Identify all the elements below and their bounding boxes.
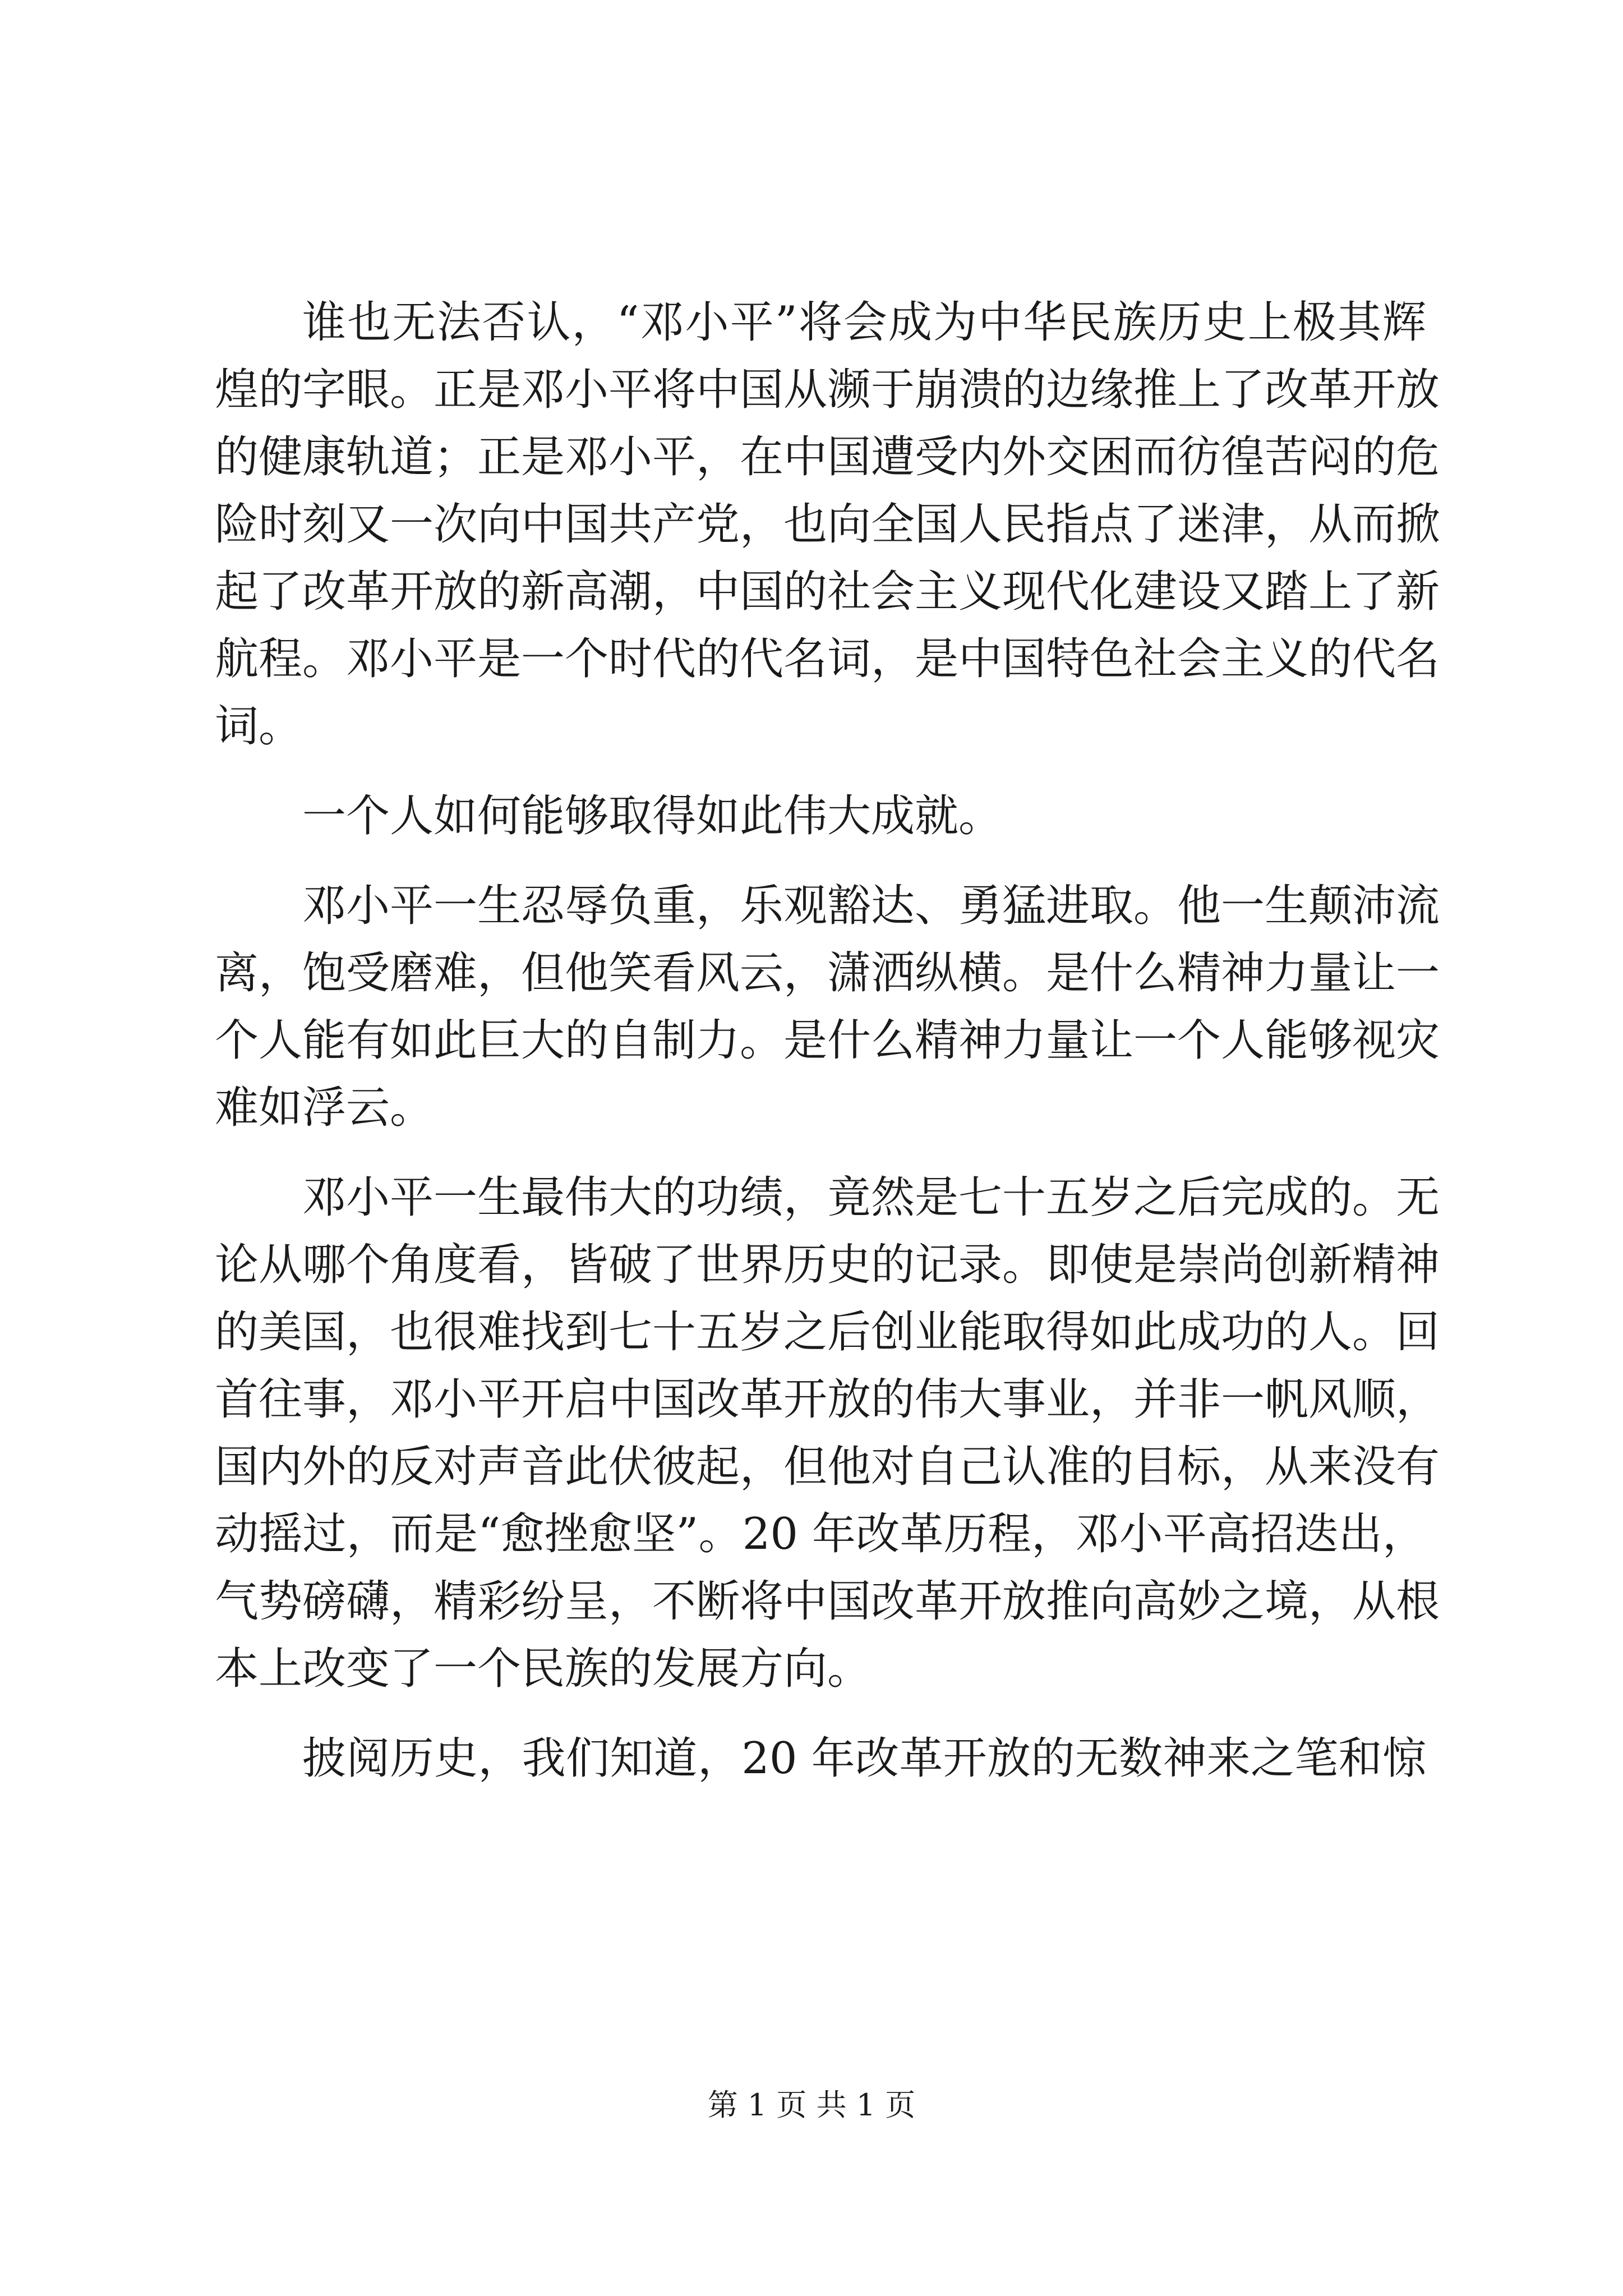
- page-footer: [0, 2081, 1623, 2124]
- text-line: 难如浮云。: [215, 1083, 434, 1133]
- text-line: 离，饱受磨难，但他笑看风云，潇洒纵横。是什么精神力量让一: [215, 948, 1440, 999]
- paragraph: [215, 1164, 1440, 1703]
- paragraph: [215, 1725, 1426, 1792]
- text-line: 词。: [215, 701, 303, 752]
- text-line: 邓小平一生忍辱负重，乐观豁达、勇猛进取。他一生颠沛流: [302, 881, 1440, 931]
- paragraph: [215, 783, 1426, 850]
- document-body: [215, 289, 1440, 1792]
- text-line: 个人能有如此巨大的自制力。是什么精神力量让一个人能够视灾: [215, 1015, 1440, 1066]
- text-line: 煌的字眼。正是邓小平将中国从濒于崩溃的边缘推上了改革开放: [215, 365, 1440, 415]
- text-line: 气势磅礴，精彩纷呈，不断将中国改革开放推向高妙之境，从根: [215, 1576, 1440, 1627]
- text-line: 一个人如何能够取得如此伟大成就。: [302, 791, 1003, 841]
- text-line: 邓小平一生最伟大的功绩，竟然是七十五岁之后完成的。无: [302, 1172, 1440, 1223]
- text-line: 险时刻又一次向中国共产党，也向全国人民指点了迷津，从而掀: [215, 499, 1440, 550]
- text-line: 披阅历史，我们知道，20 年改革开放的无数神来之笔和惊: [302, 1733, 1426, 1784]
- text-line: 动摇过，而是“愈挫愈坚”。20 年改革历程，邓小平高招迭出，: [215, 1509, 1426, 1559]
- text-line: 首往事，邓小平开启中国改革开放的伟大事业，并非一帆风顺，: [215, 1374, 1440, 1425]
- text-line: 航程。邓小平是一个时代的代名词，是中国特色社会主义的代名: [215, 634, 1440, 684]
- text-line: 的健康轨道；正是邓小平，在中国遭受内外交困而彷徨苦闷的危: [215, 432, 1440, 482]
- text-line: 的美国，也很难找到七十五岁之后创业能取得如此成功的人。回: [215, 1307, 1440, 1358]
- paragraph: [215, 872, 1440, 1142]
- page-number-label: 第 1 页 共 1 页: [707, 2087, 916, 2123]
- text-line: 起了改革开放的新高潮，中国的社会主义现代化建设又踏上了新: [215, 567, 1440, 617]
- text-line: 国内外的反对声音此伏彼起，但他对自己认准的目标，从来没有: [215, 1442, 1440, 1492]
- text-line: 谁也无法否认，“邓小平”将会成为中华民族历史上极其辉: [302, 297, 1426, 348]
- text-line: 本上改变了一个民族的发展方向。: [215, 1644, 872, 1694]
- text-line: 论从哪个角度看，皆破了世界历史的记录。即使是崇尚创新精神: [215, 1240, 1440, 1290]
- paragraph: [215, 289, 1440, 760]
